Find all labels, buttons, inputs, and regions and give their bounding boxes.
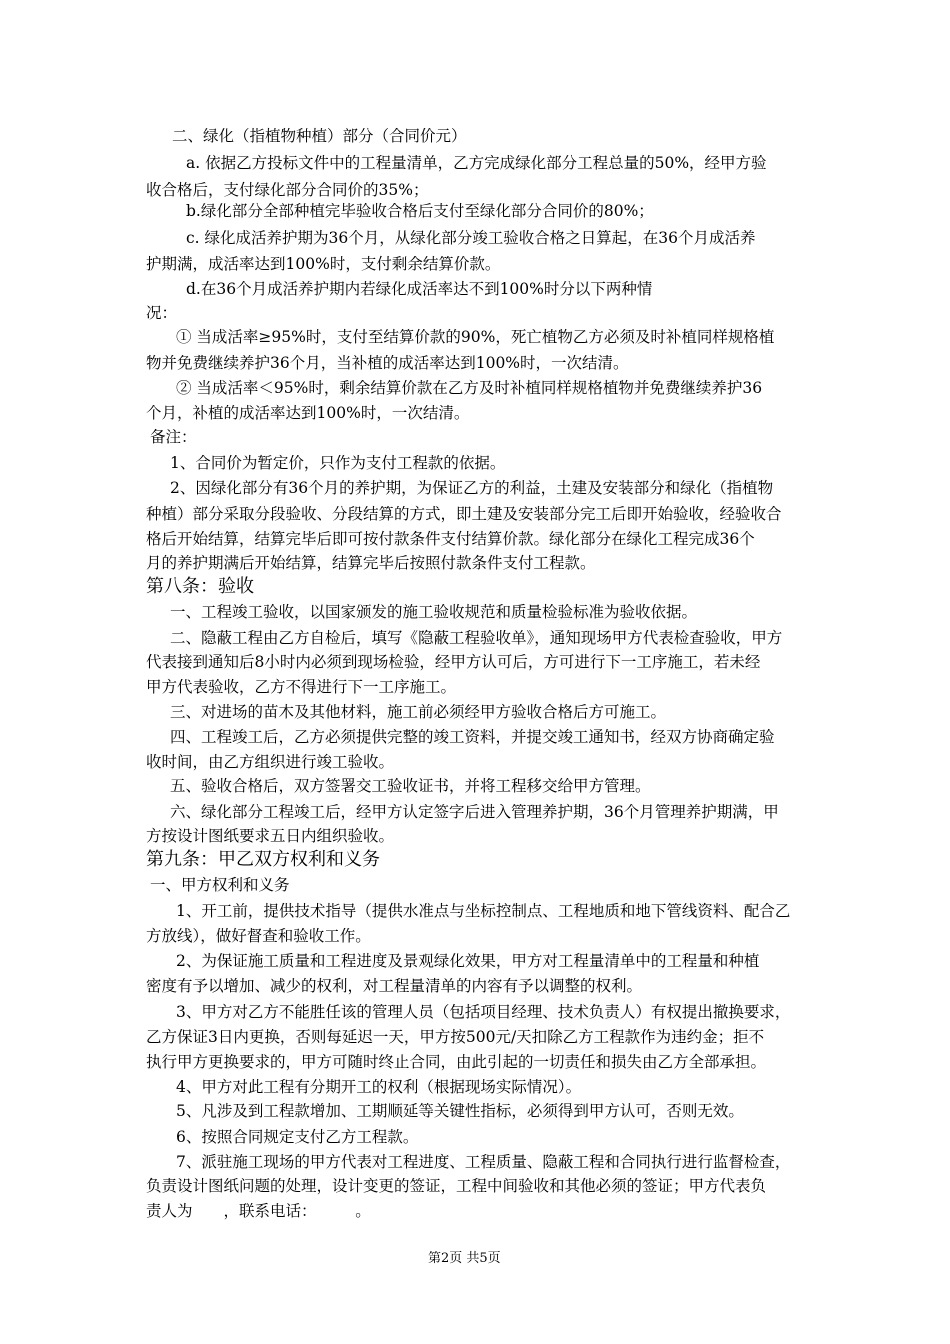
text-line: ① 当成活率≥95%时，支付至结算价款的90%，死亡植物乙方必须及时补植同样规格植 — [176, 328, 775, 346]
text-line: 二、绿化（指植物种植）部分（合同价元） — [172, 127, 467, 145]
text-line: 3、甲方对乙方不能胜任该的管理人员（包括项目经理、技术负责人）有权提出撤换要求， — [176, 1003, 791, 1021]
text-line: 月的养护期满后开始结算，结算完毕后按照付款条件支付工程款。 — [146, 554, 596, 572]
text-line: 乙方保证3日内更换，否则每延迟一天，甲方按500元/天扣除乙方工程款作为违约金；拒不 — [146, 1028, 765, 1046]
text-line: 甲方代表验收，乙方不得进行下一工序施工。 — [146, 678, 457, 696]
text-line: 5、凡涉及到工程款增加、工期顺延等关键性指标，必须得到甲方认可，否则无效。 — [176, 1102, 744, 1120]
page-number: 第2页 共5页 — [428, 1251, 501, 1266]
text-line: b.绿化部分全部种植完毕验收合格后支付至绿化部分合同价的80%； — [186, 202, 654, 220]
text-line: 一、甲方权利和义务 — [150, 876, 290, 894]
text-line: 6、按照合同规定支付乙方工程款。 — [176, 1128, 419, 1146]
text-line: 一、工程竣工验收，以国家颁发的施工验收规范和质量检验标准为验收依据。 — [170, 603, 698, 621]
text-line: 收合格后，支付绿化部分合同价的35%； — [146, 181, 429, 199]
text-line: 物并免费继续养护36个月，当补植的成活率达到100%时，一次结清。 — [146, 354, 629, 372]
text-line: 4、甲方对此工程有分期开工的权利（根据现场实际情况）。 — [176, 1078, 582, 1096]
text-line: 密度有予以增加、减少的权利，对工程量清单的内容有予以调整的权利。 — [146, 977, 643, 995]
text-line: c. 绿化成活养护期为36个月，从绿化部分竣工验收合格之日算起，在36个月成活养 — [186, 229, 756, 247]
text-line: 1、合同价为暂定价，只作为支付工程款的依据。 — [170, 454, 506, 472]
text-line: 况： — [146, 304, 178, 322]
text-line: 六、绿化部分工程竣工后，经甲方认定签字后进入管理养护期，36个月管理养护期满，甲 — [170, 803, 779, 821]
text-line: 执行甲方更换要求的，甲方可随时终止合同，由此引起的一切责任和损失由乙方全部承担。 — [146, 1053, 767, 1071]
text-line: 责人为 ，联系电话： 。 — [146, 1202, 371, 1220]
section-heading: 第九条：甲乙双方权利和义务 — [146, 849, 380, 870]
section-heading: 第八条：验收 — [146, 576, 254, 597]
text-line: 7、派驻施工现场的甲方代表对工程进度、工程质量、隐蔽工程和合同执行进行监督检查， — [176, 1153, 791, 1171]
text-line: 收时间，由乙方组织进行竣工验收。 — [146, 753, 395, 771]
text-line: 2、因绿化部分有36个月的养护期，为保证乙方的利益，土建及安装部分和绿化（指植物 — [170, 479, 774, 497]
text-line: ② 当成活率＜95%时，剩余结算价款在乙方及时补植同样规格植物并免费继续养护36 — [176, 379, 763, 397]
text-line: 个月，补植的成活率达到100%时，一次结清。 — [146, 404, 470, 422]
text-line: 2、为保证施工质量和工程进度及景观绿化效果，甲方对工程量清单中的工程量和种植 — [176, 952, 760, 970]
text-line: 1、开工前，提供技术指导（提供水准点与坐标控制点、工程地质和地下管线资料、配合乙 — [176, 902, 791, 920]
text-line: d.在36个月成活养护期内若绿化成活率达不到100%时分以下两种情 — [186, 280, 653, 298]
text-line: 负责设计图纸问题的处理，设计变更的签证，工程中间验收和其他必须的签证；甲方代表负 — [146, 1177, 767, 1195]
text-line: 五、验收合格后，双方签署交工验收证书，并将工程移交给甲方管理。 — [170, 777, 651, 795]
text-line: 方放线），做好督查和验收工作。 — [146, 927, 371, 945]
text-line: 方按设计图纸要求五日内组织验收。 — [146, 827, 395, 845]
text-line: 种植）部分采取分段验收、分段结算的方式，即土建及安装部分完工后即开始验收，经验收合 — [146, 505, 782, 523]
text-line: 三、对进场的苗木及其他材料，施工前必须经甲方验收合格后方可施工。 — [170, 703, 667, 721]
text-line: 备注： — [150, 428, 197, 446]
text-line: 代表接到通知后8小时内必须到现场检验，经甲方认可后，方可进行下一工序施工，若未经 — [146, 653, 761, 671]
text-line: 四、工程竣工后，乙方必须提供完整的竣工资料，并提交竣工通知书，经双方协商确定验 — [170, 728, 775, 746]
text-line: 二、隐蔽工程由乙方自检后，填写《隐蔽工程验收单》，通知现场甲方代表检查验收，甲方 — [170, 629, 783, 647]
text-line: a. 依据乙方投标文件中的工程量清单，乙方完成绿化部分工程总量的50%，经甲方验 — [186, 154, 767, 172]
text-line: 护期满，成活率达到100%时，支付剩余结算价款。 — [146, 255, 501, 273]
text-line: 格后开始结算，结算完毕后即可按付款条件支付结算价款。绿化部分在绿化工程完成36个 — [146, 530, 755, 548]
